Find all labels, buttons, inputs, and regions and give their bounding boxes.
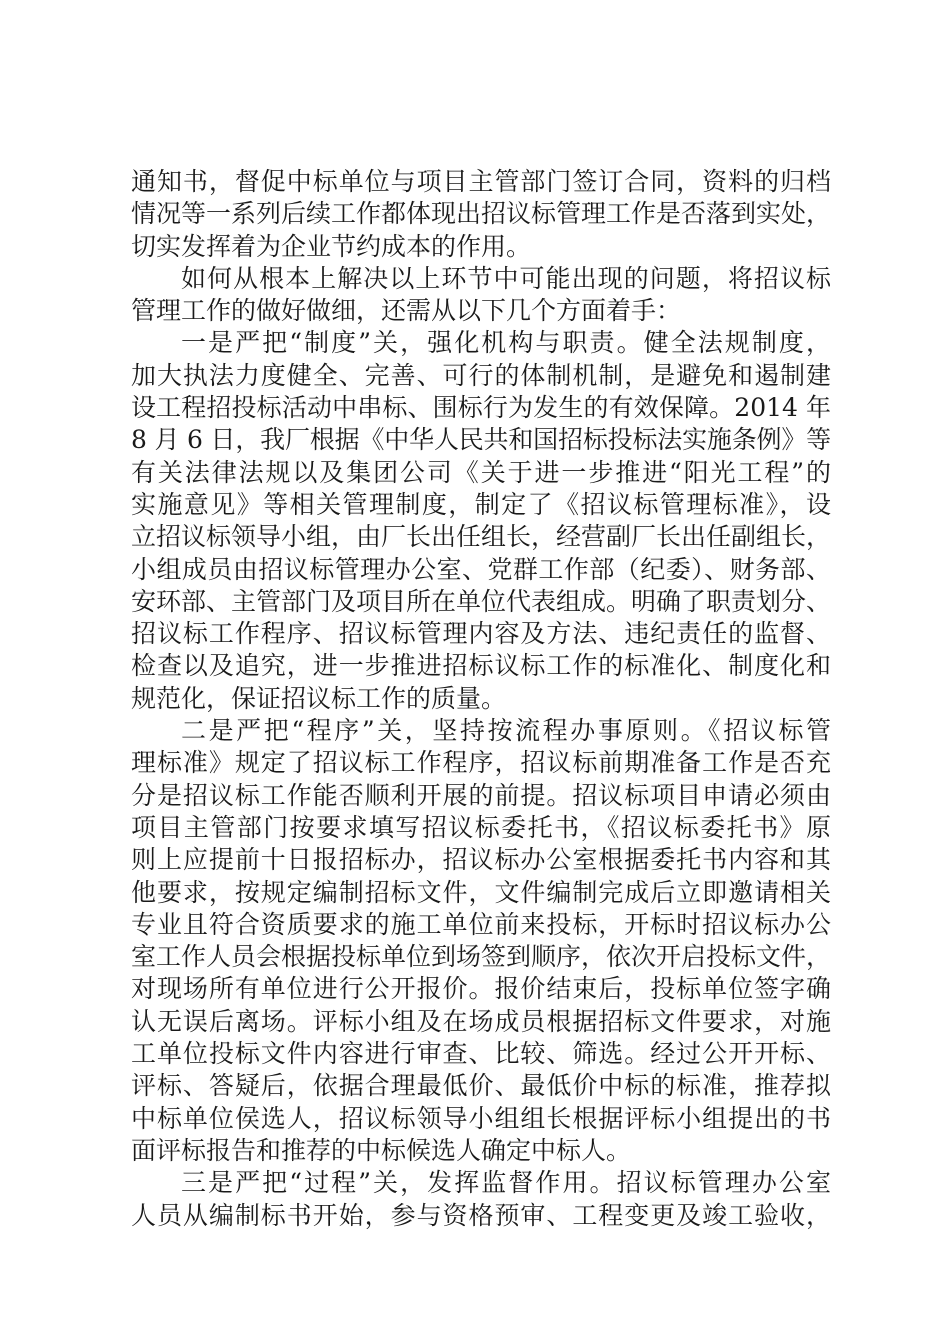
text-line: 分是招议标工作能否顺利开展的前提。招议标项目申请必须由	[131, 780, 831, 810]
text-line: 安环部、主管部门及项目所在单位代表组成。明确了职责划分、	[131, 586, 832, 616]
text-line: 面评标报告和推荐的中标候选人确定中标人。	[131, 1135, 632, 1165]
text-line: 有关法律法规以及集团公司《关于进一步推进“阳光工程”的	[131, 457, 831, 487]
text-line: 专业且符合资质要求的施工单位前来投标，开标时招议标办公	[131, 909, 831, 939]
text-line: 加大执法力度健全、完善、可行的体制机制，是避免和遏制建	[131, 360, 831, 390]
text-line: 则上应提前十日报招标办，招议标办公室根据委托书内容和其	[131, 845, 831, 875]
text-line: 立招议标领导小组，由厂长出任组长，经营副厂长出任副组长，	[131, 522, 832, 552]
text-line: 检查以及追究，进一步推进招标议标工作的标准化、制度化和	[131, 651, 831, 681]
text-line: 管理工作的做好做细，还需从以下几个方面着手：	[131, 296, 682, 326]
text-line: 对现场所有单位进行公开报价。报价结束后，投标单位签字确	[131, 974, 831, 1004]
text-line: 项目主管部门按要求填写招议标委托书，《招议标委托书》原	[131, 812, 831, 842]
body-text	[131, 166, 831, 1232]
text-line: 8 月 6 日，我厂根据《中华人民共和国招标投标法实施条例》等	[131, 425, 831, 455]
text-line: 情况等一系列后续工作都体现出招议标管理工作是否落到实处，	[131, 199, 832, 229]
text-line: 如何从根本上解决以上环节中可能出现的问题，将招议标	[181, 263, 831, 293]
text-line: 二是严把“程序”关，坚持按流程办事原则。《招议标管	[181, 716, 831, 746]
text-line: 一是严把“制度”关，强化机构与职责。健全法规制度，	[181, 328, 831, 358]
text-line: 工单位投标文件内容进行审查、比较、筛选。经过公开开标、	[131, 1039, 831, 1069]
text-line: 招议标工作程序、招议标管理内容及方法、违纪责任的监督、	[131, 619, 831, 649]
text-line: 中标单位侯选人，招议标领导小组组长根据评标小组提出的书	[131, 1103, 831, 1133]
text-line: 认无误后离场。评标小组及在场成员根据招标文件要求，对施	[131, 1006, 831, 1036]
text-line: 规范化，保证招议标工作的质量。	[131, 683, 507, 713]
text-line: 通知书，督促中标单位与项目主管部门签订合同，资料的归档	[131, 167, 831, 196]
text-line: 室工作人员会根据投标单位到场签到顺序，依次开启投标文件，	[131, 942, 832, 972]
text-line: 他要求，按规定编制招标文件，文件编制完成后立即邀请相关	[131, 877, 831, 907]
text-line: 评标、答疑后，依据合理最低价、最低价中标的标准，推荐拟	[131, 1071, 831, 1101]
text-line: 设工程招投标活动中串标、围标行为发生的有效保障。2014 年	[131, 393, 831, 423]
text-line: 实施意见》等相关管理制度，制定了《招议标管理标准》，设	[131, 489, 831, 519]
text-line: 三是严把“过程”关，发挥监督作用。招议标管理办公室	[181, 1168, 831, 1198]
text-line: 人员从编制标书开始，参与资格预审、工程变更及竣工验收，	[131, 1200, 831, 1230]
text-line: 切实发挥着为企业节约成本的作用。	[131, 231, 532, 261]
text-line: 理标准》规定了招议标工作程序，招议标前期准备工作是否充	[131, 748, 831, 778]
text-line: 小组成员由招议标管理办公室、党群工作部（纪委）、财务部、	[131, 554, 831, 584]
